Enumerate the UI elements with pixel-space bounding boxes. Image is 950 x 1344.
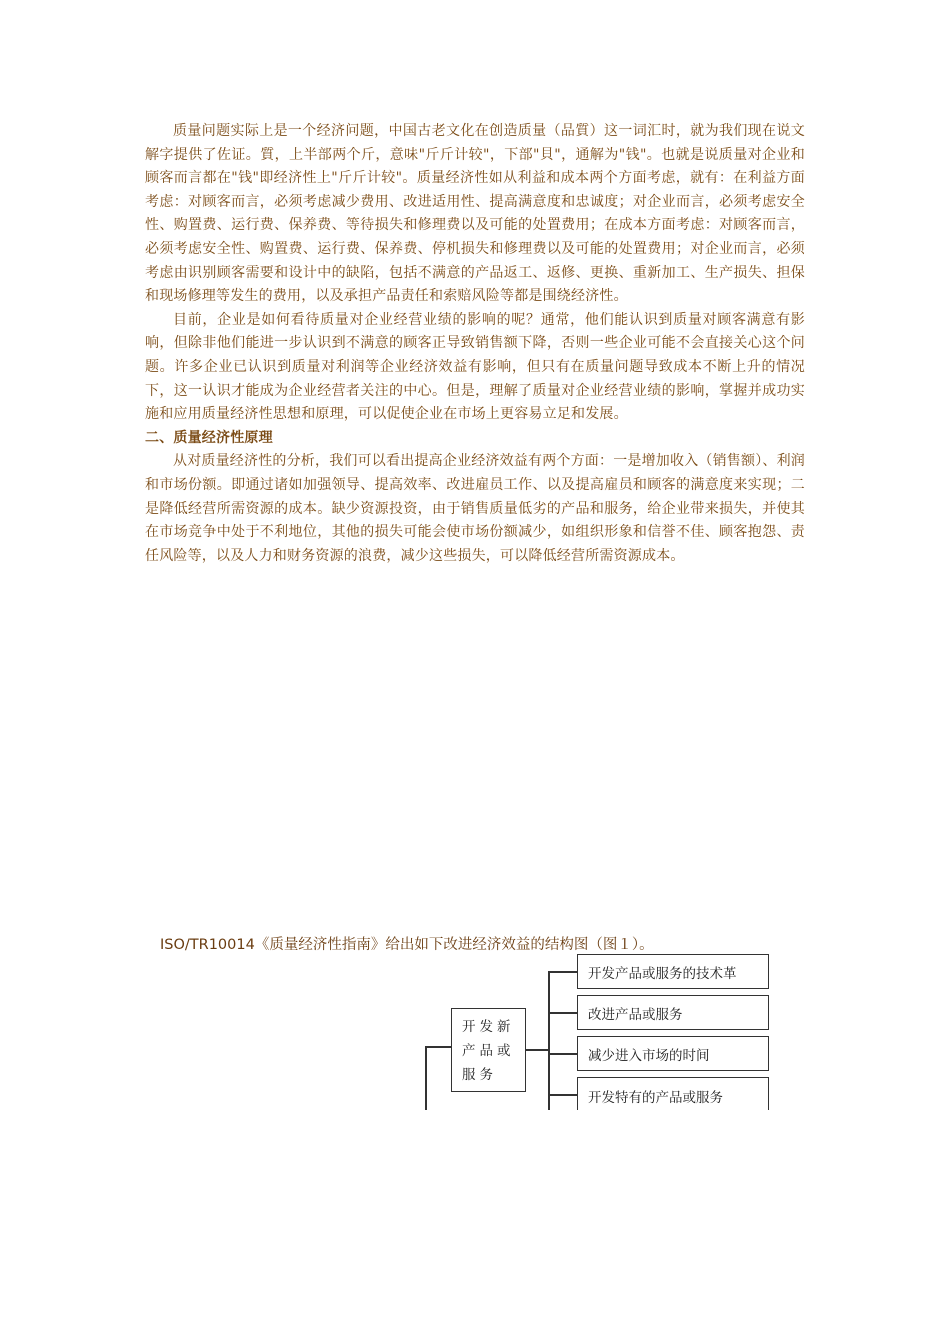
paragraph-principles: 从对质量经济性的分析，我们可以看出提高企业经济效益有两个方面：一是增加收入（销售额）、利润和市场份额。即通过诸如加强领导、提高效率、改进雇员工作、以及提高雇员和顾客的满意度来实现；二是降低经营所需资源的成本。缺少资源投资，由于销售质量低劣的产品和服务，给企业带来损失，并使其在市场竞争中处于不利地位，其他的损失可能会使市场份额减少，如组织形象和信誉不佳、顾客抱怨、责任风险等，以及人力和财务资源的浪费，减少这些损失，可以降低经营所需资源成本。 — [145, 453, 805, 564]
body-text — [145, 120, 805, 568]
connector-branch-vertical — [548, 971, 550, 1110]
node-child-3: 减少进入市场的时间 — [577, 1036, 769, 1071]
figure-caption: ISO/TR10014《质量经济性指南》给出如下改进经济效益的结构图（图１）。 — [160, 937, 654, 953]
node-develop-new-products: 开发新产品或服务 — [451, 1008, 526, 1092]
connector-trunk — [425, 1046, 427, 1110]
section-heading: 二、质量经济性原理 — [145, 429, 273, 446]
node-child-4: 开发特有的产品或服务 — [577, 1077, 769, 1110]
connector-child-2 — [548, 1012, 577, 1014]
structure-diagram — [420, 950, 780, 1110]
connector-child-3 — [548, 1053, 577, 1055]
connector-child-1 — [548, 971, 577, 973]
connector-child-4 — [548, 1094, 577, 1096]
connector-trunk-to-main — [425, 1046, 451, 1048]
paragraph-business-performance: 目前，企业是如何看待质量对企业经营业绩的影响的呢？通常，他们能认识到质量对顾客满意有影响，但除非他们能进一步认识到不满意的顾客正导致销售额下降，否则一些企业可能不会直接关心这个问题。许多企业已认识到质量对利润等企业经济效益有影响，但只有在质量问题导致成本不断上升的情况下，这一认识才能成为企业经营者关注的中心。但是，理解了质量对企业经营业绩的影响，掌握并成功实施和应用质量经济性思想和原理，可以促使企业在市场上更容易立足和发展。 — [145, 311, 805, 423]
connector-main-out — [526, 1049, 548, 1051]
node-child-1: 开发产品或服务的技术革 — [577, 954, 769, 989]
paragraph-quality-economics: 质量问题实际上是一个经济问题，中国古老文化在创造质量（品質）这一词汇时，就为我们现在说文解字提供了佐证。質，上半部两个斤，意味"斤斤计较"，下部"貝"，通解为"钱"。也就是说质量对企业和顾客而言都在"钱"即经济性上"斤斤计较"。质量经济性如从利益和成本两个方面考虑，就有：在利益方面考虑：对顾客而言，必须考虑减少费用、改进适用性、提高满意度和忠诚度；对企业而言，必须考虑安全性、购置费、运行费、保养费、等待损失和修理费以及可能的处置费用；在成本方面考虑：对顾客而言，必须考虑安全性、购置费、运行费、保养费、停机损失和修理费以及可能的处置费用；对企业而言，必须考虑由识别顾客需要和设计中的缺陷，包括不满意的产品返工、返修、更换、重新加工、生产损失、担保和现场修理等发生的费用，以及承担产品责任和索赔风险等都是围绕经济性。 — [145, 123, 805, 305]
node-child-2: 改进产品或服务 — [577, 995, 769, 1030]
